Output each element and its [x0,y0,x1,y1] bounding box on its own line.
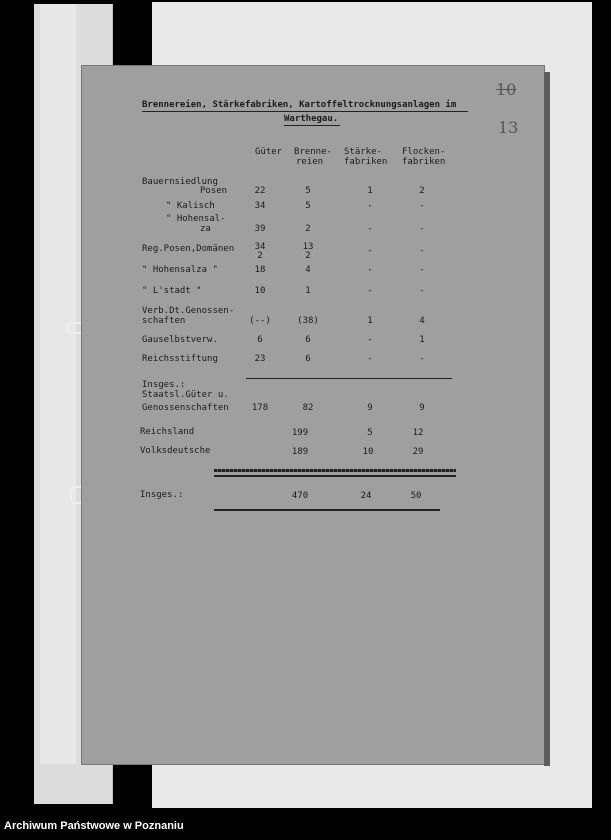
cell-gueter: 6 [257,335,263,345]
cell-brennereien: 6 [305,354,311,364]
title-underline [142,111,468,112]
cell-staerke: 9 [367,403,373,413]
document-title: Brennereien, Stärkefabriken, Kartoffeltrocknungsanlagen im [142,100,457,110]
cell-flocken: 29 [412,447,424,457]
cell-staerke: - [367,335,373,345]
cell-staerke: - [367,224,373,234]
cell-gueter: 10 [254,286,266,296]
cell-brennereien: 1 [305,286,311,296]
cell-staerke: 1 [367,186,373,196]
cell-gueter: 23 [254,354,266,364]
cell-gueter: 39 [254,224,266,234]
cell-brennereien: 470 [291,491,309,501]
cell-flocken: 9 [419,403,425,413]
cell-flocken: - [419,246,425,256]
cell-flocken: 12 [412,428,424,438]
row-label: Reichsstiftung [142,354,218,364]
insges-label: Insges.: [142,380,186,390]
title-underline [284,125,340,126]
cell-staerke: 1 [367,316,373,326]
cell-gueter-2: 2 [257,251,263,261]
archive-name: Archiwum Państwowe w Poznaniu [4,820,184,832]
cell-flocken: 2 [419,186,425,196]
cell-staerke: - [367,265,373,275]
cell-brennereien: 4 [305,265,311,275]
insges-label-2: Staatsl.Güter u. [142,390,229,400]
document-page [82,66,544,764]
cell-flocken: 4 [419,316,425,326]
row-label: " L'stadt " [142,286,202,296]
total-label: Insges.: [140,490,184,500]
subtotal-rule [246,378,452,379]
cell-staerke: - [367,354,373,364]
row-label: Reg.Posen,Domänen [142,244,235,254]
cell-staerke: 24 [360,491,372,501]
cell-brennereien: 6 [305,335,311,345]
volksdeutsche-label: Volksdeutsche [140,446,211,456]
cell-gueter: 178 [251,403,269,413]
total-rule-2 [214,475,456,477]
cell-brennereien: (38) [297,316,319,326]
section-label: Bauernsiedlung [142,177,218,187]
cell-brennereien: 199 [291,428,309,438]
cell-staerke: 10 [362,447,374,457]
row-label: Posen [200,186,228,196]
cell-gueter: (--) [249,316,271,326]
cell-flocken: 1 [419,335,425,345]
row-label: " Hohensal- [166,214,226,224]
row-label: " Hohensalza " [142,265,218,275]
cell-gueter: 18 [254,265,266,275]
row-label: Gauselbstverw. [142,335,218,345]
cell-flocken: - [419,354,425,364]
final-rule [214,509,440,511]
cell-brennereien: 82 [302,403,314,413]
cell-flocken: 50 [410,491,422,501]
cell-brennereien: 13 [302,242,314,252]
cell-staerke: - [367,286,373,296]
page-number-struck: 10 [496,80,517,99]
cell-staerke: - [367,246,373,256]
cell-gueter: 34 [254,201,266,211]
col-header-staerke: Stärke- [344,147,382,157]
cell-brennereien-2: 2 [305,251,311,261]
cell-staerke: 5 [367,428,373,438]
reichsland-label: Reichsland [140,427,195,437]
cell-gueter: 22 [254,186,266,196]
cell-brennereien: 5 [305,201,311,211]
cell-gueter: 34 [254,242,266,252]
cell-staerke: - [367,201,373,211]
cell-flocken: - [419,286,425,296]
page-number: 13 [498,118,519,137]
cell-brennereien: 5 [305,186,311,196]
col-header-flocken-2: fabriken [402,157,446,167]
cell-brennereien: 189 [291,447,309,457]
cell-flocken: - [419,265,425,275]
row-label: " Kalisch [166,201,215,211]
col-header-flocken: Flocken- [402,147,446,157]
total-rule [214,469,456,472]
insges-label-3: Genossenschaften [142,403,229,413]
col-header-gueter: Güter [255,147,283,157]
row-label-2: schaften [142,316,186,326]
col-header-staerke-2: fabriken [344,157,388,167]
col-header-brennereien: Brenne- [294,147,332,157]
document-title-line2: Warthegau. [284,114,339,124]
row-label: Verb.Dt.Genossen- [142,306,235,316]
cell-flocken: - [419,224,425,234]
col-header-brennereien-2: reien [296,157,324,167]
cell-brennereien: 2 [305,224,311,234]
row-label-2: za [200,224,211,234]
cell-flocken: - [419,201,425,211]
